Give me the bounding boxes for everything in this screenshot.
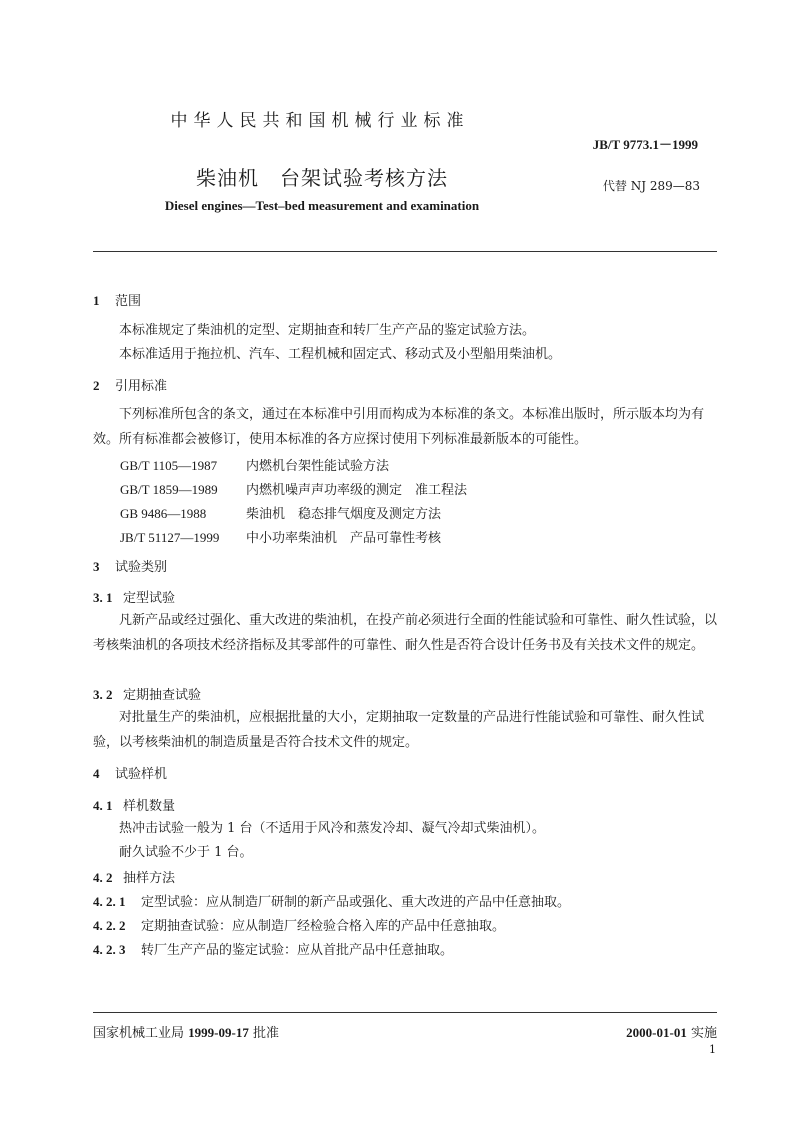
reference-code: JB/T 51127—1999 — [120, 530, 220, 545]
reference-code: GB/T 1859—1989 — [120, 482, 218, 497]
clause-number: 4. 2. 1 — [93, 894, 126, 909]
subsection-4-1-paragraph-2: 耐久试验不少于 1 台。 — [119, 845, 253, 860]
section-number: 3 — [93, 559, 100, 574]
reference-name: 内燃机台架性能试验方法 — [246, 459, 390, 474]
approval-line — [93, 1022, 279, 1041]
clause-4-2-3 — [93, 939, 453, 958]
section-title: 引用标准 — [115, 379, 168, 394]
reference-standard-item — [120, 503, 441, 522]
effective-label: 实施 — [690, 1026, 717, 1041]
document-title-chinese: 柴油机 台架试验考核方法 — [196, 166, 448, 190]
section-1-paragraph-2: 本标准适用于拖拉机、汽车、工程机械和固定式、移动式及小型船用柴油机。 — [119, 347, 562, 362]
subsection-title: 抽样方法 — [123, 871, 176, 886]
subsection-title: 样机数量 — [123, 799, 176, 814]
reference-standard-item — [120, 455, 389, 474]
section-4-heading — [93, 763, 167, 782]
subsection-3-1-heading — [93, 587, 175, 606]
standard-category: 中华人民共和国机械行业标准 — [170, 111, 470, 131]
reference-code: GB/T 1105—1987 — [120, 458, 218, 473]
effective-line — [626, 1022, 717, 1041]
approver: 国家机械工业局 — [93, 1026, 185, 1041]
reference-name: 内燃机噪声声功率级的测定 准工程法 — [246, 483, 468, 498]
section-3-heading — [93, 556, 167, 575]
subsection-4-1-heading — [93, 795, 175, 814]
subsection-number: 3. 1 — [93, 590, 113, 605]
subsection-number: 4. 2 — [93, 870, 113, 885]
section-2-paragraph: 下列标准所包含的条文，通过在本标准中引用而构成为本标准的条文。本标准出版时，所示版本均为有效。所有标准都会被修订，使用本标准的各方应探讨使用下列标准最新版本的可能性。 — [93, 407, 705, 447]
approve-date: 1999-09-17 — [188, 1025, 249, 1040]
section-title: 试验样机 — [115, 767, 168, 782]
subsection-number: 3. 2 — [93, 687, 113, 702]
header-divider — [93, 251, 717, 252]
section-2-heading — [93, 375, 167, 394]
subsection-title: 定型试验 — [123, 591, 176, 606]
reference-standard-item — [120, 479, 467, 498]
footer-divider — [93, 1012, 717, 1013]
reference-code: GB 9486—1988 — [120, 506, 207, 521]
section-number: 1 — [93, 293, 100, 308]
document-title-english: Diesel engines—Test–bed measurement and examination — [164, 198, 480, 213]
section-number: 4 — [93, 766, 100, 781]
clause-number: 4. 2. 3 — [93, 942, 126, 957]
approve-label: 批准 — [252, 1026, 279, 1041]
clause-text: 转厂生产产品的鉴定试验：应从首批产品中任意抽取。 — [141, 943, 454, 958]
clause-4-2-2 — [93, 915, 505, 934]
replaces-standard: 代替 NJ 289—83 — [602, 179, 700, 193]
subsection-number: 4. 1 — [93, 798, 113, 813]
effective-date: 2000-01-01 — [626, 1025, 687, 1040]
reference-standard-item — [120, 527, 441, 546]
clause-number: 4. 2. 2 — [93, 918, 126, 933]
reference-name: 柴油机 稳态排气烟度及测定方法 — [246, 507, 442, 522]
section-number: 2 — [93, 378, 100, 393]
clause-4-2-1 — [93, 891, 570, 910]
section-1-heading — [93, 290, 141, 309]
standard-code: JB/T 9773.1－1999 — [592, 137, 698, 152]
section-1-paragraph-1: 本标准规定了柴油机的定型、定期抽查和转厂生产产品的鉴定试验方法。 — [119, 323, 536, 338]
subsection-3-2-paragraph: 对批量生产的柴油机，应根据批量的大小，定期抽取一定数量的产品进行性能试验和可靠性、耐久性试验，以考核柴油机的制造质量是否符合技术文件的规定。 — [93, 710, 705, 750]
section-title: 范围 — [115, 294, 142, 309]
subsection-4-2-heading — [93, 867, 175, 886]
clause-text: 定期抽查试验：应从制造厂经检验合格入库的产品中任意抽取。 — [141, 919, 506, 934]
page-number: 1 — [709, 1043, 716, 1056]
subsection-title: 定期抽查试验 — [123, 688, 202, 703]
section-title: 试验类别 — [115, 560, 168, 575]
subsection-3-1-paragraph: 凡新产品或经过强化、重大改进的柴油机，在投产前必须进行全面的性能试验和可靠性、耐久性试验，以考核柴油机的各项技术经济指标及其零部件的可靠性、耐久性是否符合设计任务书及有关技术文件的规定。 — [93, 613, 718, 653]
clause-text: 定型试验：应从制造厂研制的新产品或强化、重大改进的产品中任意抽取。 — [141, 895, 571, 910]
subsection-3-2-heading — [93, 684, 201, 703]
subsection-4-1-paragraph-1: 热冲击试验一般为 1 台（不适用于风冷和蒸发冷却、凝气冷却式柴油机）。 — [119, 821, 546, 836]
reference-name: 中小功率柴油机 产品可靠性考核 — [246, 531, 442, 546]
